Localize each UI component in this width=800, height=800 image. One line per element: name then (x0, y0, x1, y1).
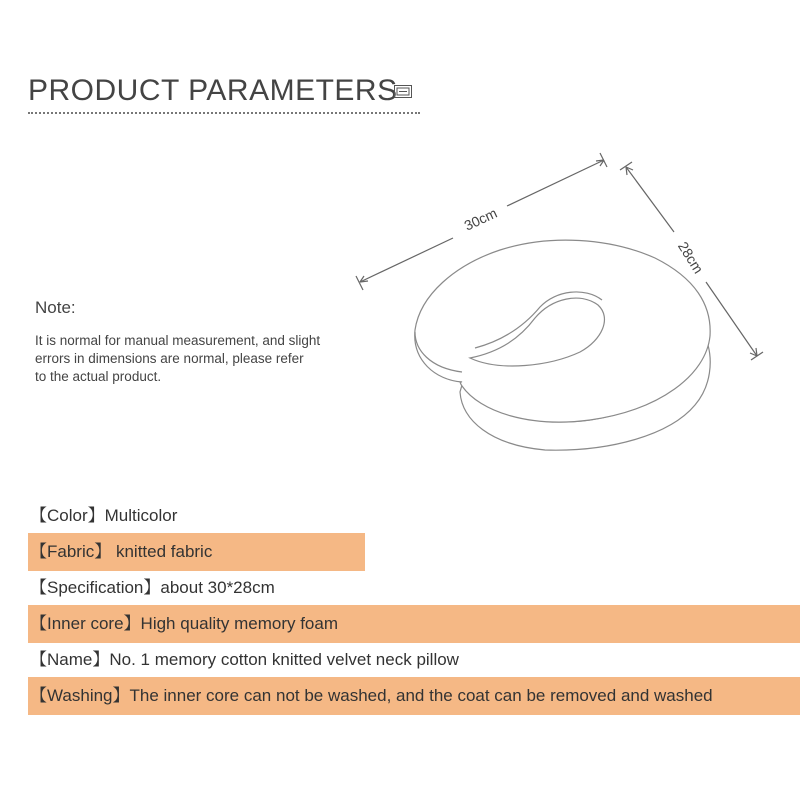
param-value: about 30*28cm (160, 578, 275, 597)
note-line: to the actual product. (35, 369, 162, 384)
note-line: It is normal for manual measurement, and slight (35, 333, 321, 348)
page-title: PRODUCT PARAMETERS (28, 74, 398, 107)
param-key: 【Specification】 (30, 578, 161, 597)
param-key: 【Fabric】 (30, 542, 112, 561)
param-key: 【Name】 (30, 650, 110, 669)
param-value: Multicolor (104, 506, 178, 525)
param-value: knitted fabric (111, 542, 213, 561)
pillow-dimension-diagram (350, 150, 780, 460)
note-line: errors in dimensions are normal, please refer (35, 351, 304, 366)
note-text (35, 332, 365, 386)
frame-icon (394, 85, 412, 98)
param-key: 【Color】 (30, 506, 105, 525)
note-label: Note: (35, 298, 76, 317)
param-row-color (28, 497, 177, 535)
depth-label: 28cm (674, 238, 707, 277)
dotted-divider (28, 112, 420, 114)
pillow-outline (415, 240, 710, 450)
param-row-name (28, 641, 459, 679)
param-key: 【Inner core】 (30, 614, 141, 633)
param-key: 【Washing】 (30, 686, 130, 705)
section-header (28, 70, 420, 114)
note-block (35, 298, 365, 386)
param-value: The inner core can not be washed, and the coat can be removed and washed (129, 686, 713, 705)
width-label: 30cm (461, 204, 500, 234)
param-row-fabric (28, 533, 365, 571)
param-row-specification (28, 569, 275, 607)
param-row-washing (28, 677, 800, 715)
param-row-inner-core (28, 605, 800, 643)
param-value: No. 1 memory cotton knitted velvet neck pillow (109, 650, 459, 669)
param-value: High quality memory foam (140, 614, 339, 633)
